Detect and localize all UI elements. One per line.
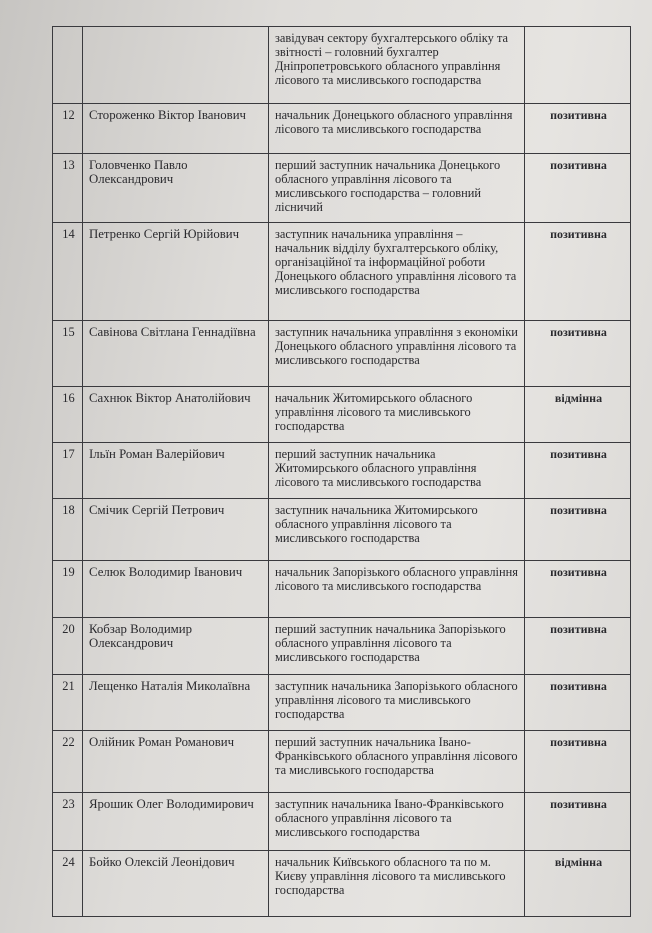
table-row xyxy=(53,561,631,618)
table-row xyxy=(53,675,631,731)
row-number: 22 xyxy=(53,731,83,793)
employee-position: завідувач сектору бухгалтерського обліку та звітності – головний бухгалтер Дніпропетровського обласного управління лісового та мисливського господарства xyxy=(269,27,525,104)
employee-name: Ярошик Олег Володимирович xyxy=(83,793,269,851)
employee-position: перший заступник начальника Запорізького обласного управління лісового та мисливського господарства xyxy=(269,618,525,675)
table-row xyxy=(53,499,631,561)
employee-name: Сахнюк Віктор Анатолійович xyxy=(83,387,269,443)
row-number: 20 xyxy=(53,618,83,675)
row-number: 13 xyxy=(53,154,83,223)
table-row xyxy=(53,851,631,917)
employee-name: Петренко Сергій Юрійович xyxy=(83,223,269,321)
personnel-table-body xyxy=(53,27,631,917)
evaluation-result: позитивна xyxy=(525,443,631,499)
table-row xyxy=(53,154,631,223)
evaluation-result: позитивна xyxy=(525,561,631,618)
employee-name: Кобзар Володимир Олександрович xyxy=(83,618,269,675)
table-row xyxy=(53,443,631,499)
row-number: 17 xyxy=(53,443,83,499)
evaluation-result: позитивна xyxy=(525,793,631,851)
table-row xyxy=(53,27,631,104)
evaluation-result: позитивна xyxy=(525,499,631,561)
evaluation-result: відмінна xyxy=(525,387,631,443)
evaluation-result xyxy=(525,27,631,104)
employee-position: заступник начальника Житомирського обласного управління лісового та мисливського господарства xyxy=(269,499,525,561)
row-number xyxy=(53,27,83,104)
row-number: 23 xyxy=(53,793,83,851)
row-number: 18 xyxy=(53,499,83,561)
evaluation-result: позитивна xyxy=(525,104,631,154)
employee-name: Селюк Володимир Іванович xyxy=(83,561,269,618)
employee-name: Смічик Сергій Петрович xyxy=(83,499,269,561)
table-row xyxy=(53,618,631,675)
table-row xyxy=(53,793,631,851)
employee-name: Олійник Роман Романович xyxy=(83,731,269,793)
evaluation-result: позитивна xyxy=(525,731,631,793)
evaluation-result: позитивна xyxy=(525,618,631,675)
employee-position: перший заступник начальника Івано-Франківського обласного управління лісового та мисливського господарства xyxy=(269,731,525,793)
employee-position: заступник начальника Запорізького обласного управління лісового та мисливського господарства xyxy=(269,675,525,731)
row-number: 21 xyxy=(53,675,83,731)
employee-position: начальник Запорізького обласного управління лісового та мисливського господарства xyxy=(269,561,525,618)
employee-position: перший заступник начальника Житомирського обласного управління лісового та мисливського господарства xyxy=(269,443,525,499)
row-number: 16 xyxy=(53,387,83,443)
employee-name: Лещенко Наталія Миколаївна xyxy=(83,675,269,731)
row-number: 12 xyxy=(53,104,83,154)
evaluation-result: позитивна xyxy=(525,223,631,321)
evaluation-result: позитивна xyxy=(525,321,631,387)
row-number: 24 xyxy=(53,851,83,917)
table-row xyxy=(53,104,631,154)
employee-position: заступник начальника управління – начальник відділу бухгалтерського обліку, організаційної та інформаційної роботи Донецького обласного управління лісового та мисливського господарства xyxy=(269,223,525,321)
row-number: 14 xyxy=(53,223,83,321)
employee-position: заступник начальника управління з економіки Донецького обласного управління лісового та мисливського господарства xyxy=(269,321,525,387)
employee-position: перший заступник начальника Донецького обласного управління лісового та мисливського господарства – головний лісничий xyxy=(269,154,525,223)
employee-name: Головченко Павло Олександрович xyxy=(83,154,269,223)
table-row xyxy=(53,223,631,321)
employee-position: начальник Житомирського обласного управління лісового та мисливського господарства xyxy=(269,387,525,443)
personnel-table xyxy=(52,26,631,917)
employee-name: Савінова Світлана Геннадіївна xyxy=(83,321,269,387)
row-number: 19 xyxy=(53,561,83,618)
employee-position: начальник Донецького обласного управління лісового та мисливського господарства xyxy=(269,104,525,154)
employee-position: заступник начальника Івано-Франківського обласного управління лісового та мисливського господарства xyxy=(269,793,525,851)
employee-name: Ільїн Роман Валерійович xyxy=(83,443,269,499)
row-number: 15 xyxy=(53,321,83,387)
employee-name: Бойко Олексій Леонідович xyxy=(83,851,269,917)
evaluation-result: позитивна xyxy=(525,154,631,223)
table-row xyxy=(53,321,631,387)
table-row xyxy=(53,387,631,443)
table-row xyxy=(53,731,631,793)
evaluation-result: позитивна xyxy=(525,675,631,731)
employee-position: начальник Київського обласного та по м. Києву управління лісового та мисливського господарства xyxy=(269,851,525,917)
employee-name xyxy=(83,27,269,104)
employee-name: Стороженко Віктор Іванович xyxy=(83,104,269,154)
evaluation-result: відмінна xyxy=(525,851,631,917)
